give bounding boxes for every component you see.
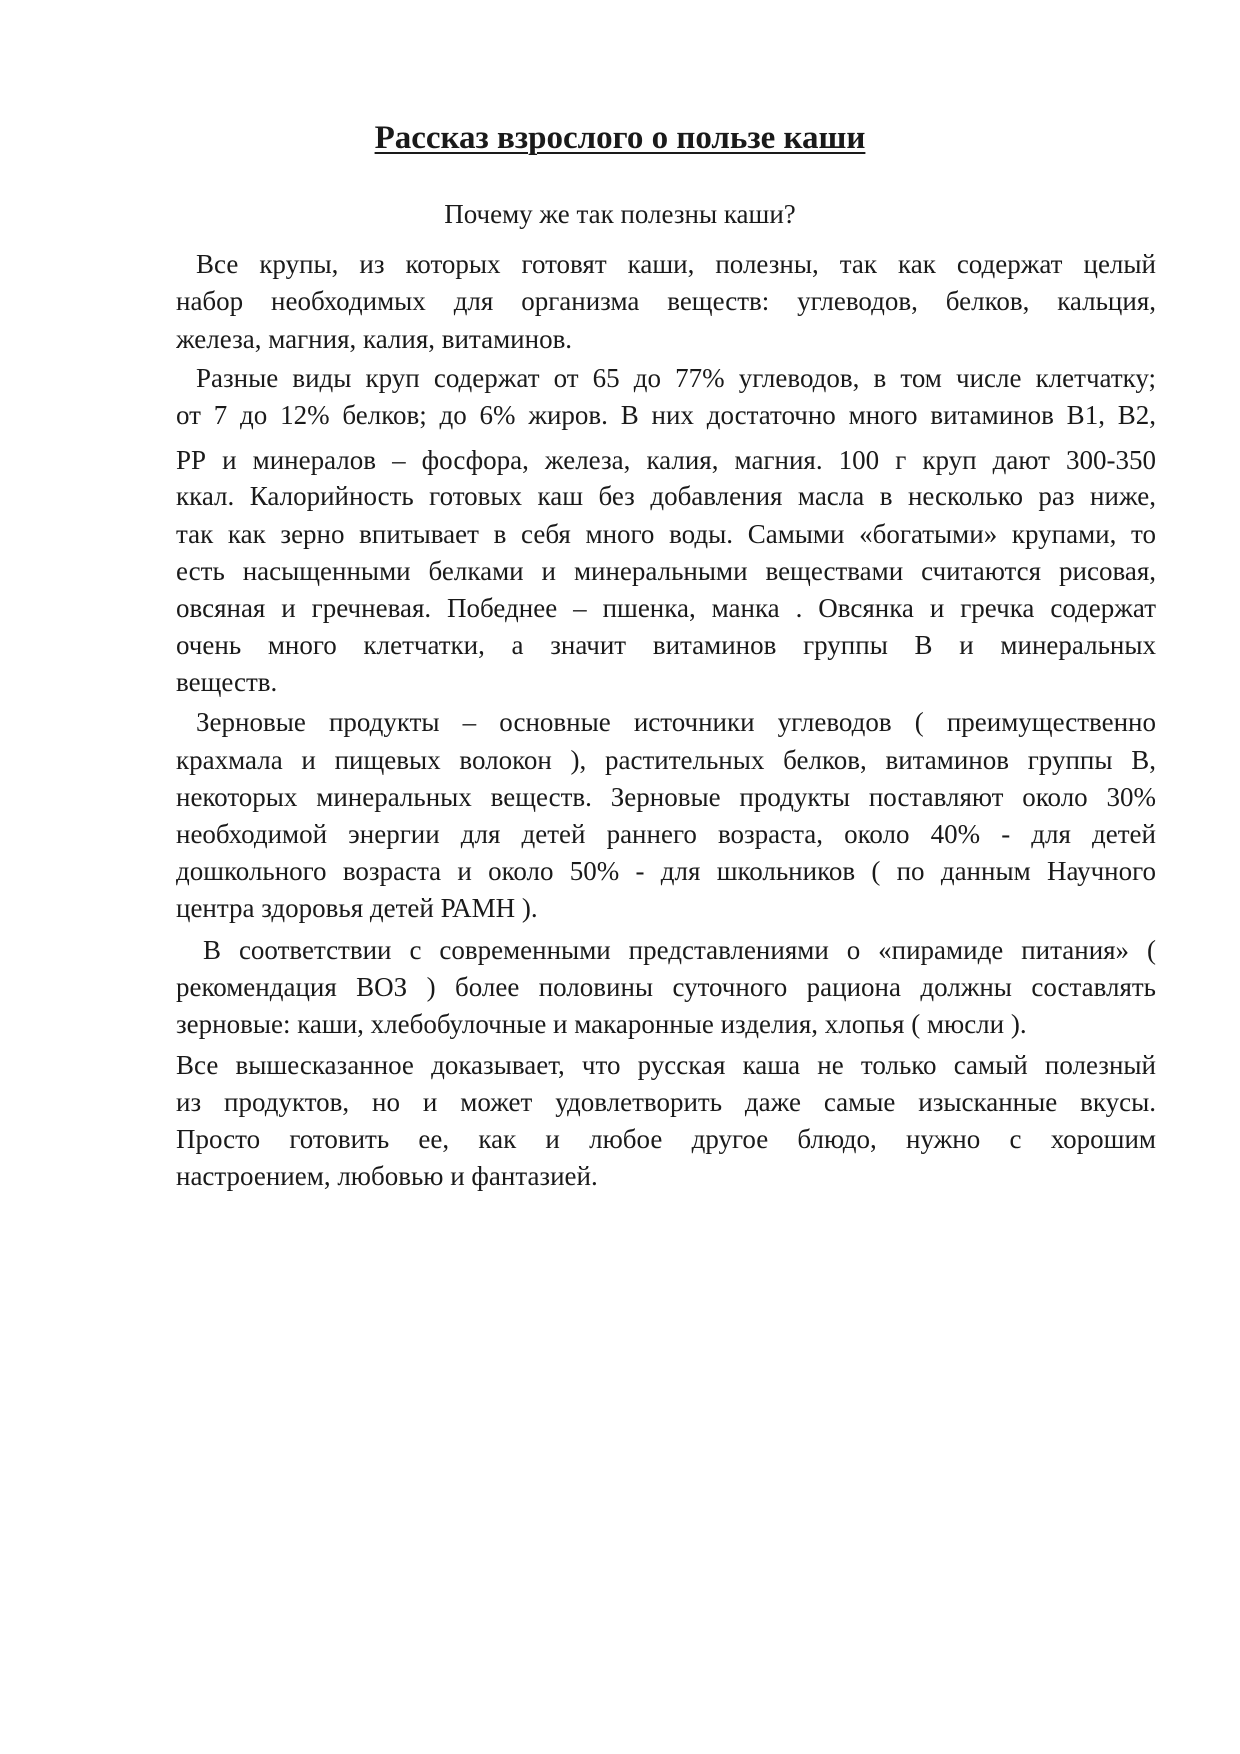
paragraph-2-line-6: есть насыщенными белками и минеральными веществами считаются рисовая, <box>176 556 1156 586</box>
paragraph-3-line-3: некоторых минеральных веществ. Зерновые продукты поставляют около 30% <box>176 782 1156 812</box>
paragraph-1-line-1: Все крупы, из которых готовят каши, полезны, так как содержат целый <box>196 249 1156 279</box>
paragraph-3-line-1: Зерновые продукты – основные источники углеводов ( преимущественно <box>196 707 1156 737</box>
paragraph-2-line-8: очень много клетчатки, а значит витаминов группы В и минеральных <box>176 630 1156 660</box>
paragraph-3-line-2: крахмала и пищевых волокон ), растительных белков, витаминов группы В, <box>176 745 1156 775</box>
paragraph-1-line-2: набор необходимых для организма веществ: углеводов, белков, кальция, <box>176 286 1156 316</box>
paragraph-4-line-1: В соответствии с современными представлениями о «пирамиде питания» ( <box>203 935 1156 965</box>
paragraph-3-line-6: центра здоровья детей РАМН ). <box>176 893 538 923</box>
paragraph-3-line-4: необходимой энергии для детей раннего возраста, около 40% - для детей <box>176 819 1156 849</box>
paragraph-3-line-5: дошкольного возраста и около 50% - для школьников ( по данным Научного <box>176 856 1156 886</box>
document-title-text: Рассказ взрослого о пользе каши <box>374 120 866 156</box>
paragraph-5-line-1: Все вышесказанное доказывает, что русская каша не только самый полезный <box>176 1050 1156 1080</box>
document-subtitle: Почему же так полезны каши? <box>444 199 796 229</box>
paragraph-2-line-3: РР и минералов – фосфора, железа, калия, магния. 100 г круп дают 300-350 <box>176 445 1156 475</box>
paragraph-4-line-3: зерновые: каши, хлебобулочные и макаронные изделия, хлопья ( мюсли ). <box>176 1009 1027 1039</box>
document-title <box>0 118 1240 158</box>
paragraph-2-line-9: веществ. <box>176 667 278 697</box>
paragraph-2-line-4: ккал. Калорийность готовых каш без добавления масла в несколько раз ниже, <box>176 481 1156 511</box>
paragraph-1-line-3: железа, магния, калия, витаминов. <box>176 324 573 354</box>
paragraph-5-line-4: настроением, любовью и фантазией. <box>176 1161 598 1191</box>
paragraph-2-line-1: Разные виды круп содержат от 65 до 77% углеводов, в том числе клетчатку; <box>196 363 1156 393</box>
paragraph-4-line-2: рекомендация ВОЗ ) более половины суточного рациона должны составлять <box>176 972 1156 1002</box>
paragraph-2-line-5: так как зерно впитывает в себя много воды. Самыми «богатыми» крупами, то <box>176 519 1156 549</box>
paragraph-2-line-2: от 7 до 12% белков; до 6% жиров. В них достаточно много витаминов В1, В2, <box>176 400 1156 430</box>
paragraph-5-line-3: Просто готовить ее, как и любое другое блюдо, нужно с хорошим <box>176 1124 1156 1154</box>
paragraph-2-line-7: овсяная и гречневая. Победнее – пшенка, манка . Овсянка и гречка содержат <box>176 593 1156 623</box>
paragraph-5-line-2: из продуктов, но и может удовлетворить даже самые изысканные вкусы. <box>176 1087 1156 1117</box>
